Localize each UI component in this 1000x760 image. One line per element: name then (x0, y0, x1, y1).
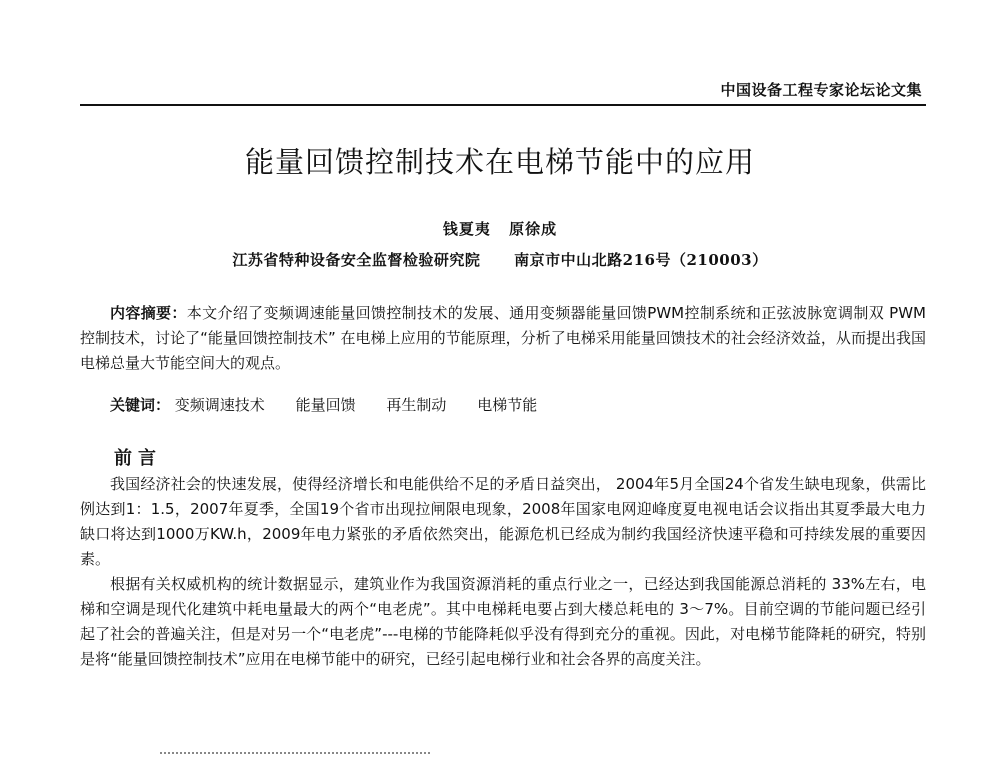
keyword: 电梯节能 (477, 396, 538, 414)
keyword: 能量回馈 (295, 396, 356, 414)
abstract (80, 301, 926, 376)
author-line (0, 218, 1000, 239)
section-heading: 前言 (114, 448, 162, 469)
abstract-text: 本文介绍了变频调速能量回馈控制技术的发展、通用变频器能量回馈PWM控制系统和正弦波脉宽调制双 PWM 控制技术，讨论了“能量回馈控制技术” 在电梯上应用的节能原理，分析了电梯采用能量回馈技术的社会经济效益，从而提出我国电梯总量大节能空间大的观点。 (80, 304, 926, 372)
abstract-label: 内容摘要： (110, 304, 187, 322)
body-paragraph: 我国经济社会的快速发展，使得经济增长和电能供给不足的矛盾日益突出， 2004年5月全国24个省发生缺电现象，供需比例达到1：1.5，2007年夏季，全国19个省市出现拉闸限电现象，2008年国家电网迎峰度夏电视电话会议指出其夏季最大电力缺口将达到1000万KW.h，2009年电力紧张的矛盾依然突出，能源危机已经成为制约我国经济快速平稳和可持续发展的重要因素。 (80, 475, 926, 568)
affiliation-line (0, 249, 1000, 270)
running-head: 中国设备工程专家论坛论文集 (720, 81, 922, 99)
author-name: 钱夏夷 (442, 220, 491, 238)
keyword: 再生制动 (386, 396, 447, 414)
keywords-label: 关键词： (110, 396, 171, 414)
paper-title: 能量回馈控制技术在电梯节能中的应用 (244, 145, 755, 179)
affiliation-address: 南京市中山北路216号（210003） (514, 251, 768, 269)
keyword: 变频调速技术 (174, 396, 265, 414)
affiliation-institution: 江苏省特种设备安全监督检验研究院 (232, 251, 481, 269)
keywords (110, 393, 926, 418)
header-rule (80, 104, 926, 106)
body-paragraph: 根据有关权威机构的统计数据显示，建筑业作为我国资源消耗的重点行业之一，已经达到我国能源总消耗的 33%左右，电梯和空调是现代化建筑中耗电量最大的两个“电老虎”。其中电梯耗电要占到大楼总耗电的 3～7%。目前空调的节能问题已经引起了社会的普遍关注，但是对另一个“电老虎”---电梯的节能降耗似乎没有得到充分的重视。因此，对电梯节能降耗的研究，特别是将“能量回馈控制技术”应用在电梯节能中的研究，已经引起电梯行业和社会各界的高度关注。 (80, 575, 926, 668)
cut-off-footer-line (160, 752, 430, 754)
author-name: 原徐成 (509, 220, 558, 238)
section-body (80, 472, 926, 672)
